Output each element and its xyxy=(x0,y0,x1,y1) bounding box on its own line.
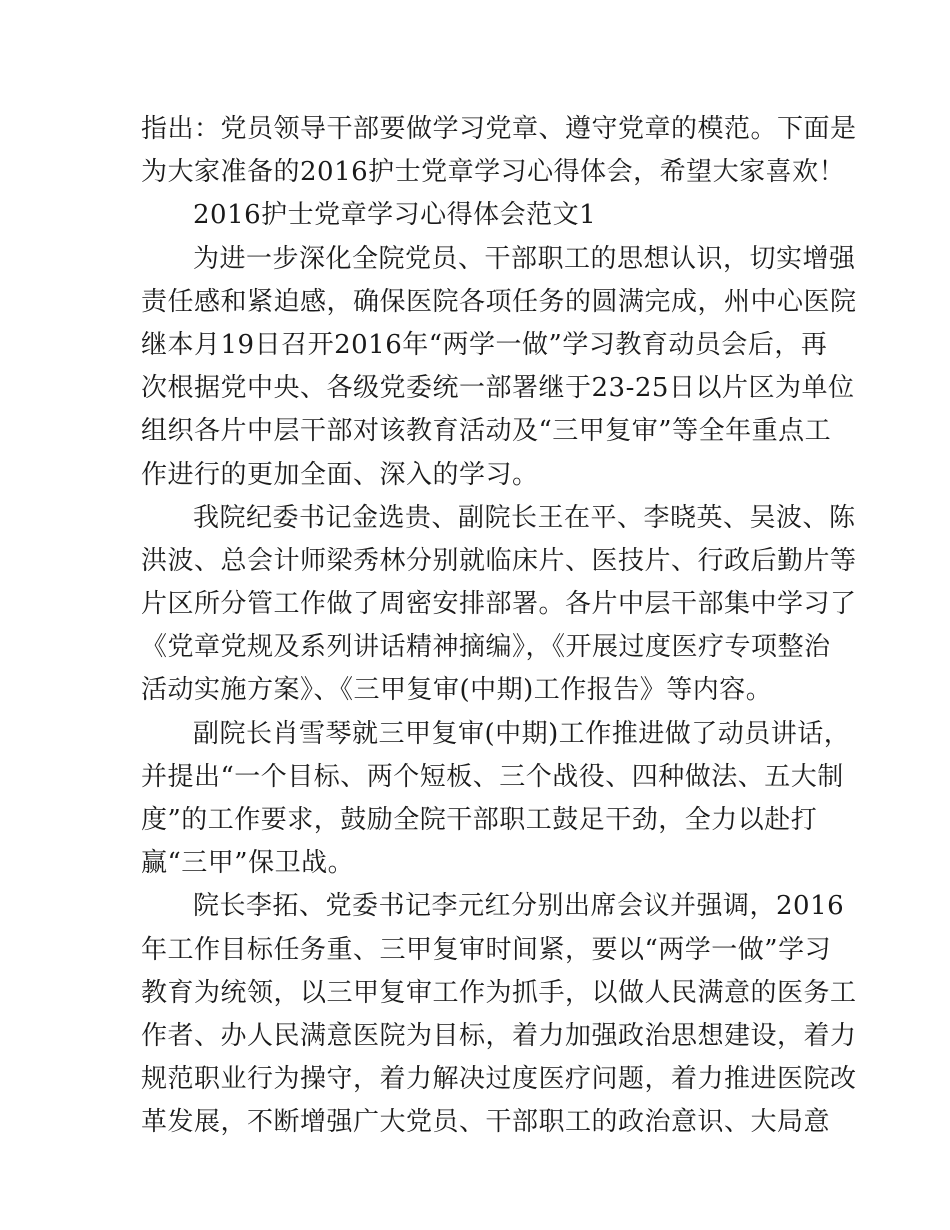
text-line: 作进行的更加全面、深入的学习。 xyxy=(141,459,539,490)
text-line: 年工作目标任务重、三甲复审时间紧，要以“两学一做”学习 xyxy=(141,934,832,965)
text-line: 《党章党规及系列讲话精神摘编》，《开展过度医疗专项整治 xyxy=(141,632,831,663)
text-line: 教育为统领，以三甲复审工作为抓手，以做人民满意的医务工 xyxy=(141,977,857,1008)
text-line: 规范职业行为操守，着力解决过度医疗问题，着力推进医院改 xyxy=(141,1064,857,1095)
text-line: 为大家准备的2016护士党章学习心得体会，希望大家喜欢！ xyxy=(141,157,846,188)
text-line: 副院长肖雪琴就三甲复审(中期)工作推进做了动员讲话， xyxy=(193,718,851,749)
text-line: 赢“三甲”保卫战。 xyxy=(141,848,355,879)
text-line: 组织各片中层干部对该教育活动及“三甲复审”等全年重点工 xyxy=(141,416,832,447)
text-line: 指出：党员领导干部要做学习党章、遵守党章的模范。下面是 xyxy=(141,114,857,144)
text-line: 2016护士党章学习心得体会范文1 xyxy=(193,200,597,231)
text-line: 院长李拓、党委书记李元红分别出席会议并强调，2016 xyxy=(193,891,845,922)
text-line: 度”的工作要求，鼓励全院干部职工鼓足干劲，全力以赴打 xyxy=(141,805,818,835)
text-line: 革发展，不断增强广大党员、干部职工的政治意识、大局意 xyxy=(141,1107,831,1138)
text-line: 作者、办人民满意医院为目标，着力加强政治思想建设，着力 xyxy=(141,1020,857,1051)
text-line: 活动实施方案》、《三甲复审(中期)工作报告》等内容。 xyxy=(141,675,773,706)
text-line: 洪波、总会计师梁秀林分别就临床片、医技片、行政后勤片等 xyxy=(141,545,857,576)
text-line: 继本月19日召开2016年“两学一做”学习教育动员会后，再 xyxy=(141,329,828,360)
text-line: 为进一步深化全院党员、干部职工的思想认识，切实增强 xyxy=(193,243,856,274)
body-text xyxy=(141,108,857,1145)
text-line: 责任感和紧迫感，确保医院各项任务的圆满完成，州中心医院 xyxy=(141,286,857,317)
text-line: 我院纪委书记金选贵、副院长王在平、李晓英、吴波、陈 xyxy=(193,502,856,533)
text-line: 次根据党中央、各级党委统一部署继于23-25日以片区为单位 xyxy=(141,373,855,404)
text-line: 片区所分管工作做了周密安排部署。各片中层干部集中学习了 xyxy=(141,589,857,620)
text-line: 并提出“一个目标、两个短板、三个战役、四种做法、五大制 xyxy=(141,761,844,792)
